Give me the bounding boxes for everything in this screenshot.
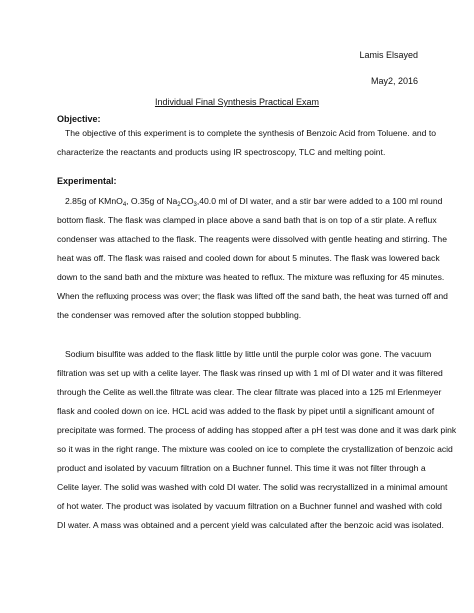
paragraph-line: heat was off. The flask was raised and cooled down for about 5 minutes. The flask was lowered back	[57, 253, 440, 263]
experimental-heading: Experimental:	[57, 176, 117, 186]
paragraph-line: of hot water. The product was isolated by vacuum filtration on a Buchner funnel and washed with cold	[57, 501, 442, 511]
objective-line: characterize the reactants and products using IR spectroscopy, TLC and melting point.	[57, 147, 386, 157]
paragraph-line: flask and cooled down on ice. HCL acid was added to the flask by pipet until a significant amount of	[57, 406, 435, 416]
author-name: Lamis Elsayed	[359, 50, 418, 60]
document-date: May2, 2016	[370, 76, 418, 86]
experimental-paragraph-1	[57, 192, 448, 325]
objective-paragraph	[57, 124, 437, 162]
paragraph-line: bottom flask. The flask was clamped in place above a sand bath that is on top of a stir plate. A reflux	[57, 215, 437, 225]
paragraph-line: Celite layer. The solid was washed with cold DI water. The solid was recrystallized in a minimal amount	[57, 482, 448, 492]
paragraph-line: product and isolated by vacuum filtration on a Buchner funnel. This time it was not filter through a	[57, 463, 426, 473]
paragraph-line: Sodium bisulfite was added to the flask little by little until the purple color was gone. The vacuum	[65, 349, 432, 359]
paragraph-line: through the Celite as well.the filtrate was clear. The clear filtrate was placed into a 125 ml Erlenmeyer	[57, 387, 442, 397]
reagents-line: 2.85g of KMnO$_4$, O.35g of $Na_2CO_3,40.0$ ml of DI water, and a stir bar were added to a 100 ml round	[65, 196, 443, 208]
objective-heading: Objective:	[57, 114, 101, 124]
paragraph-line: When the refluxing process was over; the flask was lifted off the sand bath, the heat was turned off and	[57, 291, 448, 301]
paragraph-line: condenser was attached to the flask. The reagents were dissolved with gentle heating and stirring. The	[57, 234, 447, 244]
experimental-paragraph-2	[57, 345, 457, 535]
paragraph-line: filtration was set up with a celite layer. The flask was rinsed up with 1 ml of DI water and it was filtered	[57, 368, 443, 378]
paragraph-line: so it was in the right range. The mixture was cooled on ice to complete the crystallization of benzoic acid	[57, 444, 453, 454]
objective-line: The objective of this experiment is to complete the synthesis of Benzoic Acid from Toluene. and to	[65, 128, 437, 138]
paragraph-line: DI water. A mass was obtained and a percent yield was calculated after the benzoic acid was isolated.	[57, 520, 444, 530]
paragraph-line: the condenser was removed after the solution stopped bubbling.	[57, 310, 302, 320]
paragraph-line: precipitate was formed. The process of adding has stopped after a pH test was done and it was dark pink	[57, 425, 457, 435]
paragraph-line: down to the sand bath and the mixture was heated to reflux. The mixture was refluxing for 45 minutes.	[57, 272, 445, 282]
document-title: Individual Final Synthesis Practical Exam	[154, 97, 320, 107]
